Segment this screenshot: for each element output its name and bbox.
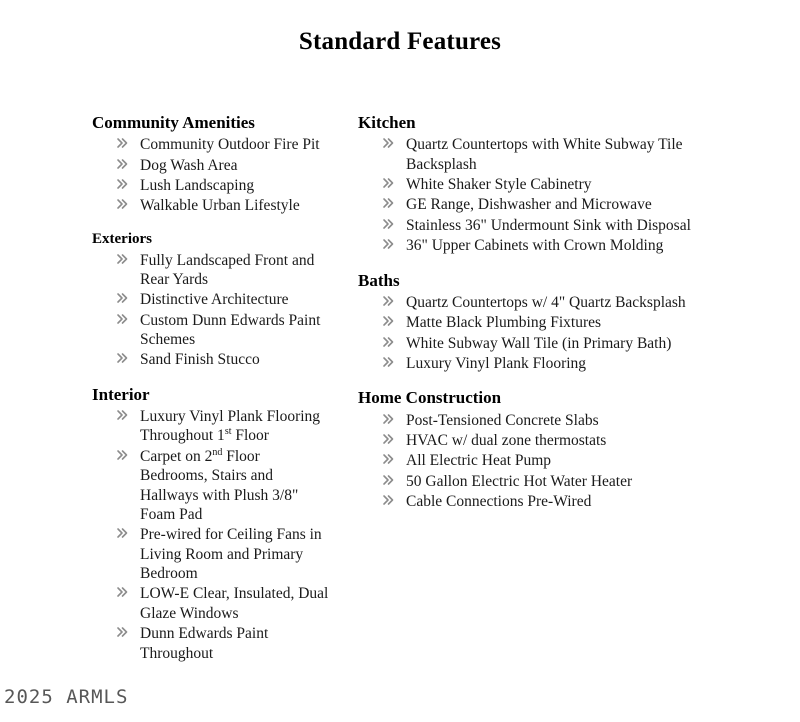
list-item-label: Luxury Vinyl Plank Flooring: [406, 354, 587, 372]
list-item: [380, 492, 730, 511]
chevron-double-right-icon: [382, 355, 398, 371]
list-item-label: GE Range, Dishwasher and Microwave: [406, 196, 652, 214]
chevron-double-right-icon: [116, 197, 132, 213]
list-item: [114, 525, 330, 583]
list-item: [380, 451, 730, 470]
feature-section: [92, 230, 330, 370]
watermark: 2025 ARMLS: [4, 686, 129, 708]
list-item: [380, 313, 730, 332]
list-item-label: Pre-wired for Ceiling Fans in Living Room and Primary Bedroom: [140, 526, 322, 582]
list-item: [380, 354, 730, 373]
list-item: [380, 216, 730, 235]
list-item-label: Matte Black Plumbing Fixtures: [406, 314, 602, 332]
chevron-double-right-icon: [382, 294, 398, 310]
chevron-double-right-icon: [382, 412, 398, 428]
chevron-double-right-icon: [116, 625, 132, 641]
chevron-double-right-icon: [116, 136, 132, 152]
list-item-label: HVAC w/ dual zone thermostats: [406, 431, 607, 449]
list-item-label: LOW-E Clear, Insulated, Dual Glaze Windows: [140, 585, 329, 622]
list-item: [114, 135, 330, 154]
list-item: [114, 447, 330, 525]
list-item-label: Quartz Countertops with White Subway Tile Backsplash: [406, 136, 683, 173]
section-heading: Baths: [358, 270, 400, 290]
chevron-double-right-icon: [382, 217, 398, 233]
list-item-label: Post-Tensioned Concrete Slabs: [406, 411, 599, 429]
list-item-label: Fully Landscaped Front and Rear Yards: [140, 251, 315, 288]
list-item-label: Lush Landscaping: [140, 177, 255, 194]
list-item-label: Cable Connections Pre-Wired: [406, 493, 592, 510]
feature-list: [92, 251, 330, 370]
chevron-double-right-icon: [116, 526, 132, 542]
section-heading: Kitchen: [358, 113, 416, 132]
chevron-double-right-icon: [116, 177, 132, 193]
list-item: [114, 584, 330, 623]
list-item: [114, 176, 330, 195]
chevron-double-right-icon: [116, 408, 132, 424]
feature-list: [358, 135, 730, 255]
list-item: [380, 293, 730, 312]
list-item-label: Community Outdoor Fire Pit: [140, 136, 320, 154]
left-column: [0, 112, 330, 677]
list-item: [114, 311, 330, 350]
list-item: [114, 407, 330, 446]
feature-section: [92, 384, 330, 663]
list-item: [380, 195, 730, 214]
list-item: [380, 431, 730, 450]
chevron-double-right-icon: [382, 452, 398, 468]
list-item-label: Luxury Vinyl Plank Flooring Throughout 1st Floor: [140, 408, 321, 445]
chevron-double-right-icon: [116, 312, 132, 328]
chevron-double-right-icon: [382, 493, 398, 509]
list-item: [380, 411, 730, 430]
list-item: [114, 624, 330, 663]
list-item-label: Sand Finish Stucco: [140, 351, 260, 369]
list-item: [114, 196, 330, 215]
chevron-double-right-icon: [382, 314, 398, 330]
list-item-label: Custom Dunn Edwards Paint Schemes: [140, 311, 321, 348]
feature-list: [92, 135, 330, 216]
section-heading: Exteriors: [92, 230, 152, 247]
section-heading: Community Amenities: [92, 113, 255, 132]
list-item-label: Stainless 36" Undermount Sink with Disposal: [406, 216, 691, 234]
feature-columns: [0, 112, 800, 677]
chevron-double-right-icon: [116, 252, 132, 268]
feature-section: [92, 112, 330, 216]
list-item: [114, 156, 330, 175]
chevron-double-right-icon: [382, 136, 398, 152]
feature-list: [358, 411, 730, 512]
chevron-double-right-icon: [116, 448, 132, 464]
chevron-double-right-icon: [116, 585, 132, 601]
list-item: [380, 472, 730, 491]
list-item-label: Quartz Countertops w/ 4" Quartz Backsplash: [406, 293, 686, 311]
chevron-double-right-icon: [382, 473, 398, 489]
feature-list: [92, 407, 330, 663]
list-item-label: Dog Wash Area: [140, 156, 238, 174]
feature-list: [358, 293, 730, 374]
list-item: [114, 251, 330, 290]
list-item-label: All Electric Heat Pump: [406, 452, 552, 470]
list-item-label: Walkable Urban Lifestyle: [140, 197, 300, 215]
chevron-double-right-icon: [116, 351, 132, 367]
list-item-label: 36" Upper Cabinets with Crown Molding: [406, 237, 664, 255]
chevron-double-right-icon: [382, 335, 398, 351]
feature-section: [358, 270, 730, 374]
chevron-double-right-icon: [382, 432, 398, 448]
section-heading: Home Construction: [358, 388, 502, 408]
list-item: [114, 290, 330, 309]
page-title: Standard Features: [298, 28, 502, 55]
chevron-double-right-icon: [116, 291, 132, 307]
list-item: [380, 334, 730, 353]
list-item: [380, 135, 730, 174]
chevron-double-right-icon: [116, 157, 132, 173]
chevron-double-right-icon: [382, 237, 398, 253]
list-item-label: White Subway Wall Tile (in Primary Bath): [406, 334, 672, 352]
feature-section: [358, 387, 730, 511]
list-item-label: White Shaker Style Cabinetry: [406, 176, 592, 193]
list-item-label: Dunn Edwards Paint Throughout: [140, 625, 269, 662]
list-item-label: 50 Gallon Electric Hot Water Heater: [406, 472, 633, 490]
list-item-label: Carpet on 2nd Floor Bedrooms, Stairs and Hallways with Plush 3/8" Foam Pad: [140, 446, 299, 523]
right-column: [330, 112, 730, 525]
list-item: [380, 175, 730, 194]
chevron-double-right-icon: [382, 176, 398, 192]
list-item: [114, 350, 330, 369]
list-item-label: Distinctive Architecture: [140, 291, 289, 309]
list-item: [380, 236, 730, 255]
feature-section: [358, 112, 730, 256]
chevron-double-right-icon: [382, 196, 398, 212]
section-heading: Interior: [92, 384, 150, 404]
